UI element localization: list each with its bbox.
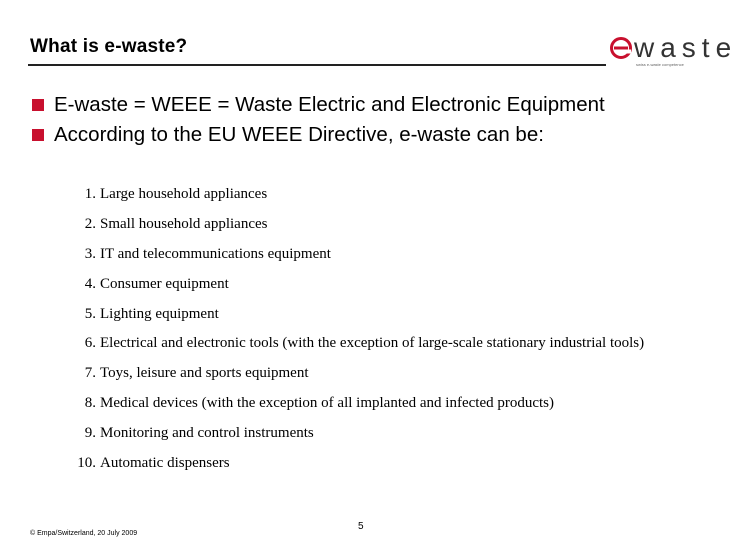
item-number: 1. [84,186,96,203]
bullet-list [32,90,605,150]
item-text: Toys, leisure and sports equipment [100,365,309,382]
logo-tagline: swiss e-waste competence [636,62,684,67]
item-number: 4. [84,275,96,292]
item-text: Electrical and electronic tools (with the exception of large-scale stationary industrial tools) [100,335,645,352]
bullet-item [32,120,605,150]
list-item [70,180,644,210]
ewaste-logo [610,32,737,74]
item-number: 10. [77,454,96,471]
title-divider [28,64,606,66]
item-text: IT and telecommunications equipment [100,245,331,262]
list-item [70,210,644,240]
list-item [70,448,644,478]
item-number: 9. [84,424,96,441]
item-text: Small household appliances [100,216,268,233]
bullet-text: According to the EU WEEE Directive, e-waste can be: [54,123,544,146]
item-number: 7. [84,365,96,382]
bullet-text: E-waste = WEEE = Waste Electric and Electronic Equipment [54,93,605,116]
logo-wordmark: waste [634,32,737,63]
list-item [70,418,644,448]
bullet-square-icon [32,99,44,111]
weee-category-list [70,180,644,478]
list-item [70,359,644,389]
page-number: 5 [358,521,364,532]
slide-title: What is e-waste? [30,36,188,57]
bullet-square-icon [32,129,44,141]
item-number: 2. [84,216,96,233]
item-number: 5. [84,305,96,322]
item-text: Consumer equipment [100,275,229,292]
list-item [70,329,644,359]
item-number: 8. [84,394,96,411]
item-text: Lighting equipment [100,305,219,322]
item-text: Monitoring and control instruments [100,424,314,441]
footer-copyright: © Empa/Switzerland, 20 July 2009 [30,530,138,537]
item-text: Large household appliances [100,186,268,203]
item-text: Medical devices (with the exception of all implanted and infected products) [100,394,555,411]
item-text: Automatic dispensers [100,454,230,471]
item-number: 3. [84,245,96,262]
e-logo-icon [610,37,632,59]
list-item [70,269,644,299]
item-number: 6. [84,335,96,352]
list-item [70,299,644,329]
list-item [70,389,644,419]
list-item [70,240,644,270]
bullet-item [32,90,605,120]
